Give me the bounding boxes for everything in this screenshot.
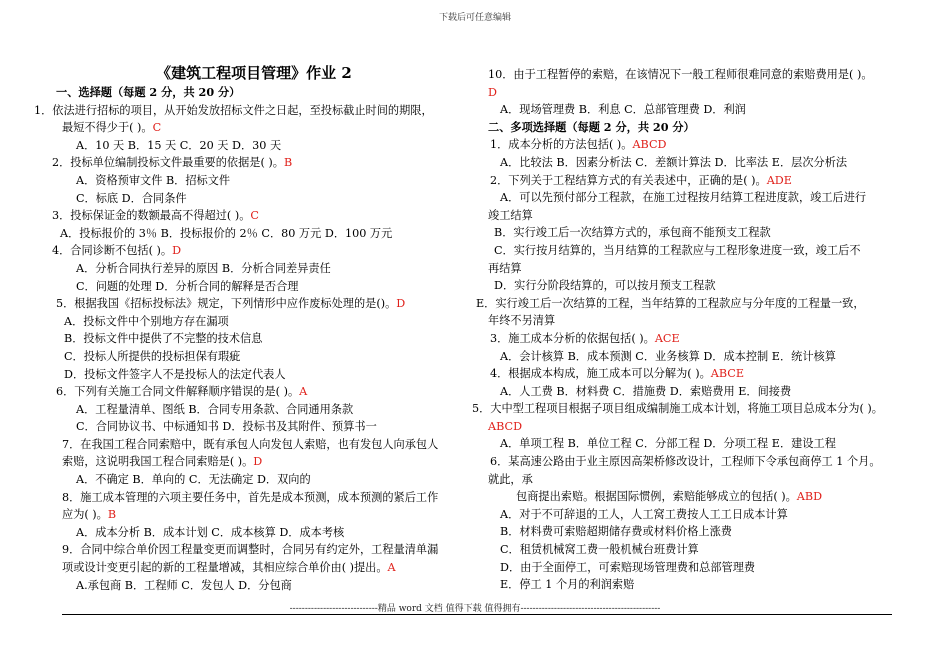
answer-key: C [152,121,162,135]
footer-note: -----------------------------精品 word 文档 值得下载 值得拥有---------------------------------------------- [289,604,661,614]
line-text: C．投标人所提供的投标担保有瑕疵 [64,349,241,363]
line-text: 7．在我国工程合同索赔中，既有承包人向发包人索赔，也有发包人向承包人 [62,437,439,451]
text-line [34,436,474,454]
line-text: 10．由于工程暂停的索赔，在该情况下一般工程师很难同意的索赔费用是( )。 [488,68,873,81]
text-line [34,541,474,559]
answer-key: A [387,561,396,575]
text-line [472,488,922,506]
text-line [472,330,922,348]
right-column [472,66,922,594]
text-line [472,101,922,119]
line-text: A．工程量清单、图纸 B．合同专用条款、合同通用条款 [76,402,354,416]
text-line [472,260,922,278]
document-title: 《建筑工程项目管理》作业 2 [156,64,352,82]
line-text: 二、多项选择题（每题 2 分，共 20 分） [488,119,695,134]
text-line [472,506,922,524]
text-line [472,154,922,172]
line-text: 索赔，这说明我国工程合同索赔是( )。 [62,455,254,469]
text-line [34,366,474,384]
answer-key: B [283,156,293,170]
line-text: 竣工结算 [488,208,533,222]
line-text: 6．下列有关施工合同文件解释顺序错误的是( )。 [56,385,300,399]
line-text: 应为( )。 [62,508,108,522]
line-text: A．10 天 B．15 天 C．20 天 D．30 天 [76,138,282,152]
text-line [34,190,474,208]
text-line [472,207,922,225]
text-line [472,172,922,190]
text-line [34,330,474,348]
line-text: A．现场管理费 B．利息 C．总部管理费 D．利润 [500,103,746,117]
text-line [472,541,922,559]
text-line [472,295,922,313]
line-text: A．分析合同执行差异的原因 B．分析合同差异责任 [76,261,331,275]
text-line [34,260,474,278]
text-line [34,207,474,225]
text-line [472,84,922,102]
line-text: C．租赁机械窝工费一般机械台班费计算 [500,543,699,557]
footer-rule [62,614,892,615]
answer-key: ABD [796,490,823,504]
text-line [472,136,922,154]
answer-key: D [396,297,406,311]
line-text: B．材料费可索赔超期储存费或材料价格上涨费 [500,525,732,539]
line-text: 一、选择题（每题 2 分，共 20 分） [56,85,241,99]
line-text: A．成本分析 B．成本计划 C．成本核算 D．成本考核 [76,525,345,539]
text-line [472,348,922,366]
text-line [472,277,922,295]
answer-key: D [253,455,263,469]
line-text: 包商提出索赔。根据国际惯例，索赔能够成立的包括( )。 [516,490,797,504]
text-line [472,365,922,383]
line-text: C．问题的处理 D．分析合同的解释是否合理 [76,279,299,293]
line-text: 1．成本分析的方法包括( )。 [490,138,633,152]
line-text: D．由于全面停工，可索赔现场管理费和总部管理费 [500,560,756,574]
text-line [34,453,474,471]
text-line [472,400,922,418]
text-line [34,577,474,595]
text-line [472,312,922,330]
text-line [472,418,922,436]
text-line [34,524,474,542]
line-text: C．实行按月结算的，当月结算的工程款应与工程形象进度一致，竣工后不 [494,243,861,257]
left-column [34,84,474,594]
line-text: 2．下列关于工程结算方式的有关表述中，正确的是( )。 [490,173,767,187]
line-text: 年终不另清算 [488,314,556,328]
text-line [34,154,474,172]
text-line [34,401,474,419]
line-text: 5．大中型工程项目根据子项目组成编制施工成本计划，将施工项目总成本分为( )。 [472,402,883,416]
line-text: 项或设计变更引起的新的工程量增减，其相应综合单价由( )提出。 [62,561,388,575]
text-line [472,576,922,594]
line-text: A．可以先预付部分工程款，在施工过程按月结算工程进度款，竣工后进行 [500,191,867,205]
text-line [472,435,922,453]
text-line [34,313,474,331]
line-text: B．投标文件中提供了不完整的技术信息 [64,332,263,346]
line-text: A．投标文件中个别地方存在漏项 [64,314,229,328]
answer-key: ABCD [488,419,523,433]
text-line [34,225,474,243]
answer-key: D [488,85,497,99]
line-text: 9．合同中综合单价因工程量变更而调整时，合同另有约定外，工程量清单漏 [62,543,439,557]
text-line [34,489,474,507]
text-line [34,506,474,524]
line-text: A．资格预审文件 B．招标文件 [76,173,231,187]
text-line [34,102,474,120]
text-line [472,189,922,207]
line-text: A．人工费 B．材料费 C．措施费 D．索赔费用 E．间接费 [500,384,792,398]
line-text: 2．投标单位编制投标文件最重要的依据是( )。 [52,156,284,170]
line-text: 8．施工成本管理的六项主要任务中，首先是成本预测，成本预测的紧后工作 [62,490,439,504]
text-line [472,453,922,471]
answer-key: B [107,508,117,522]
line-text: D．实行分阶段结算的，可以按月预支工程款 [494,279,716,293]
line-text: C．标底 D．合同条件 [76,191,187,205]
section-heading [472,119,922,137]
header-note: 下载后可任意编辑 [438,13,511,23]
line-text: A．对于不可辞退的工人，人工窝工费按人工工日成本计算 [500,507,788,521]
line-text: 4．合同诊断不包括( )。 [52,244,173,258]
text-line [34,278,474,296]
line-text: A．单项工程 B．单位工程 C．分部工程 D．分项工程 E．建设工程 [500,437,836,451]
line-text: E．实行竣工后一次结算的工程，当年结算的工程款应与分年度的工程量一致， [476,296,865,310]
line-text: 再结算 [488,261,522,275]
answer-key: C [250,209,259,223]
text-line [472,224,922,242]
line-text: 就此，承 [488,472,533,486]
answer-key: ADE [766,173,792,187]
line-text: D．投标文件签字人不是投标人的法定代表人 [64,367,286,381]
answer-key: D [172,244,182,258]
text-line [34,295,474,313]
text-line [472,523,922,541]
line-text: E．停工 1 个月的利润索赔 [500,578,635,592]
answer-key: ACE [654,331,680,345]
text-line [34,383,474,401]
line-text: 1．依法进行招标的项目，从开始发放招标文件之日起，至投标截止时间的期限， [34,103,433,117]
text-line [34,471,474,489]
text-line [472,383,922,401]
text-line [34,348,474,366]
text-line [34,418,474,436]
line-text: A．投标报价的 3％ B．投标报价的 2％ C．80 万元 D．100 万元 [60,226,393,240]
text-line [472,559,922,577]
section-heading [34,84,474,102]
text-line [472,66,922,84]
line-text: 5．根据我国《招标投标法》规定，下列情形中应作废标处理的是()。 [56,297,397,311]
text-line [34,559,474,577]
line-text: 3．投标保证金的数额最高不得超过( )。 [52,209,251,223]
line-text: 4．根据成本构成，施工成本可以分解为( )。 [490,367,711,381]
line-text: A．会计核算 B．成本预测 C．业务核算 D．成本控制 E．统计核算 [500,349,836,363]
text-line [472,242,922,260]
line-text: C．合同协议书、中标通知书 D．投标书及其附件、预算书一 [76,420,377,434]
line-text: 6．某高速公路由于业主原因高架桥修改设计，工程师下令承包商停工 1 个月。 [490,455,881,469]
text-line [34,119,474,137]
answer-key: ABCE [710,367,745,381]
text-line [34,242,474,260]
line-text: 最短不得少于( )。 [62,121,153,135]
text-line [34,137,474,155]
line-text: A．比较法 B．因素分析法 C．差额计算法 D．比率法 E．层次分析法 [500,155,848,169]
line-text: 3．施工成本分析的依据包括( )。 [490,331,655,345]
line-text: B．实行竣工后一次结算方式的，承包商不能预支工程款 [494,226,771,240]
text-line [472,471,922,489]
line-text: A.承包商 B．工程师 C．发包人 D．分包商 [76,578,292,592]
line-text: A．不确定 B．单向的 C．无法确定 D．双向的 [76,473,311,487]
answer-key: ABCD [632,138,667,152]
text-line [34,172,474,190]
answer-key: A [299,385,308,399]
